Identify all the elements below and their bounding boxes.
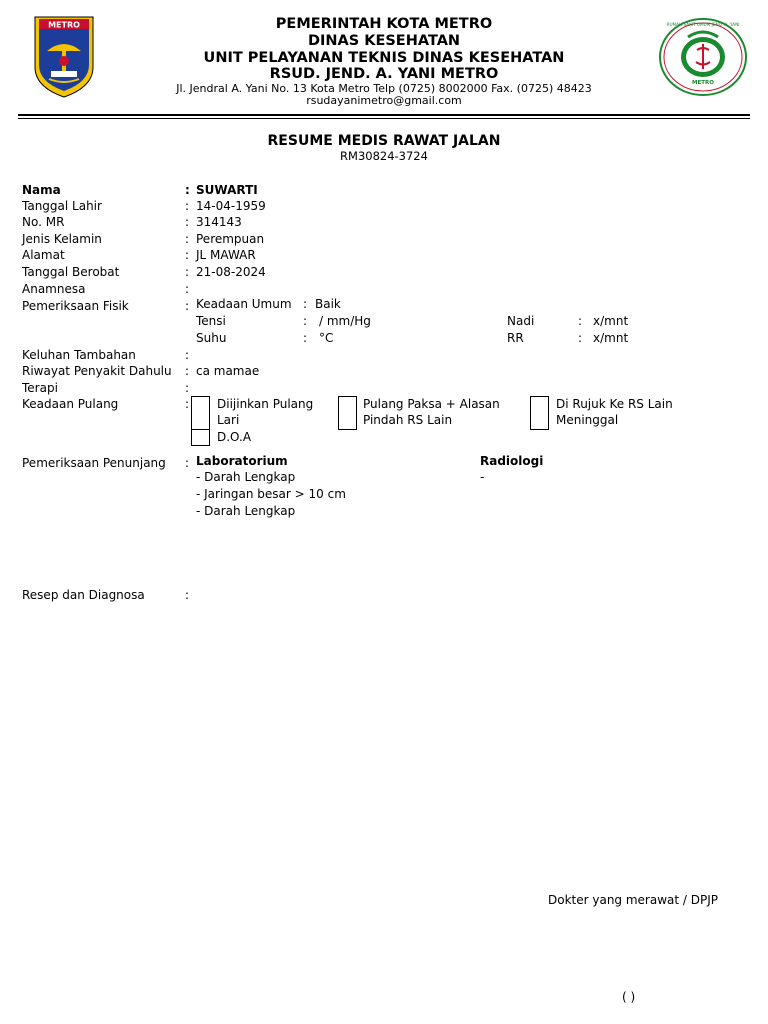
colon: : xyxy=(185,232,190,246)
tgl-berobat-value: 21-08-2024 xyxy=(196,265,266,279)
tgl-lahir-label: Tanggal Lahir xyxy=(22,199,102,213)
left-logo-text: METRO xyxy=(48,20,80,30)
doc-title: RESUME MEDIS RAWAT JALAN xyxy=(267,133,501,149)
colon: : xyxy=(185,364,190,378)
colon: : xyxy=(185,199,190,213)
alamat-value: JL MAWAR xyxy=(196,248,256,262)
colon: : xyxy=(185,183,190,197)
tgl-berobat-label: Tanggal Berobat xyxy=(22,265,120,279)
right-logo-text: RUMAH SAKIT UMUM JEND. A. YANI xyxy=(666,22,740,27)
riwayat-label: Riwayat Penyakit Dahulu xyxy=(22,364,172,378)
header-rule-thick xyxy=(18,114,750,116)
colon: : xyxy=(185,348,190,362)
colon: : xyxy=(185,299,190,313)
colon: : xyxy=(185,456,190,470)
colon: : xyxy=(185,588,190,602)
lab-item: - Darah Lengkap xyxy=(196,504,296,518)
checkbox-doa[interactable] xyxy=(191,429,210,446)
colon: : xyxy=(185,282,190,296)
lab-item: - Darah Lengkap xyxy=(196,470,296,484)
doctor-label: Dokter yang merawat / DPJP xyxy=(548,893,719,907)
tensi-label: Tensi xyxy=(196,314,226,328)
keadaan-umum-label: Keadaan Umum xyxy=(196,297,292,311)
opt-lari: Lari xyxy=(217,413,240,427)
colon: : xyxy=(185,215,190,229)
colon: : xyxy=(578,331,583,345)
opt-meninggal: Meninggal xyxy=(556,413,619,427)
resep-label: Resep dan Diagnosa xyxy=(22,588,145,602)
colon: : xyxy=(185,265,190,279)
colon: : xyxy=(303,331,308,345)
keluhan-label: Keluhan Tambahan xyxy=(22,348,136,362)
colon: : xyxy=(303,314,308,328)
doctor-name: ( ) xyxy=(622,990,636,1004)
suhu-label: Suhu xyxy=(196,331,227,345)
header-line4: RSUD. JEND. A. YANI METRO xyxy=(269,66,499,82)
header-address: Jl. Jendral A. Yani No. 13 Kota Metro Telp (0725) 8002000 Fax. (0725) 48423 xyxy=(176,82,592,95)
rad-title: Radiologi xyxy=(480,454,544,468)
opt-diijinkan-pulang: Diijinkan Pulang xyxy=(217,397,314,411)
header-line3: UNIT PELAYANAN TEKNIS DINAS KESEHATAN xyxy=(203,50,565,66)
keadaan-umum-value: Baik xyxy=(315,297,341,311)
opt-pindah-rs: Pindah RS Lain xyxy=(363,413,453,427)
anamnesa-label: Anamnesa xyxy=(22,282,86,296)
riwayat-value: ca mamae xyxy=(196,364,260,378)
fisik-label: Pemeriksaan Fisik xyxy=(22,299,129,313)
jk-label: Jenis Kelamin xyxy=(22,232,102,246)
checkbox-pulang-paksa-pindah[interactable] xyxy=(338,396,357,430)
colon: : xyxy=(185,381,190,395)
penunjang-label: Pemeriksaan Penunjang xyxy=(22,456,166,470)
header-rule-thin xyxy=(18,118,750,119)
rr-value: x/mnt xyxy=(593,331,629,345)
header-line1: PEMERINTAH KOTA METRO xyxy=(275,16,493,32)
right-logo-sub: METRO xyxy=(692,80,714,86)
checkbox-rujuk-meninggal[interactable] xyxy=(530,396,549,430)
rad-value: - xyxy=(480,470,485,484)
opt-pulang-paksa: Pulang Paksa + Alasan xyxy=(363,397,500,411)
colon: : xyxy=(578,314,583,328)
terapi-label: Terapi xyxy=(22,381,58,395)
header-email: rsudayanimetro@gmail.com xyxy=(306,94,462,107)
colon: : xyxy=(303,297,308,311)
colon: : xyxy=(185,397,190,411)
nama-value: SUWARTI xyxy=(196,183,258,197)
mr-value: 314143 xyxy=(196,215,242,229)
opt-rujuk: Di Rujuk Ke RS Lain xyxy=(556,397,673,411)
alamat-label: Alamat xyxy=(22,248,65,262)
lab-title: Laboratorium xyxy=(196,454,288,468)
header-line2: DINAS KESEHATAN xyxy=(307,33,461,49)
tensi-value: / mm/Hg xyxy=(319,314,371,328)
doc-number: RM30824-3724 xyxy=(340,149,428,163)
mr-label: No. MR xyxy=(22,215,65,229)
nadi-label: Nadi xyxy=(507,314,535,328)
opt-doa: D.O.A xyxy=(217,430,252,444)
rr-label: RR xyxy=(507,331,524,345)
nama-label: Nama xyxy=(22,183,61,197)
tgl-lahir-value: 14-04-1959 xyxy=(196,199,266,213)
jk-value: Perempuan xyxy=(196,232,265,246)
colon: : xyxy=(185,248,190,262)
checkbox-diijinkan-pulang-lari[interactable] xyxy=(191,396,210,430)
suhu-value: °C xyxy=(319,331,334,345)
pulang-label: Keadaan Pulang xyxy=(22,397,119,411)
nadi-value: x/mnt xyxy=(593,314,629,328)
lab-item: - Jaringan besar > 10 cm xyxy=(196,487,346,501)
